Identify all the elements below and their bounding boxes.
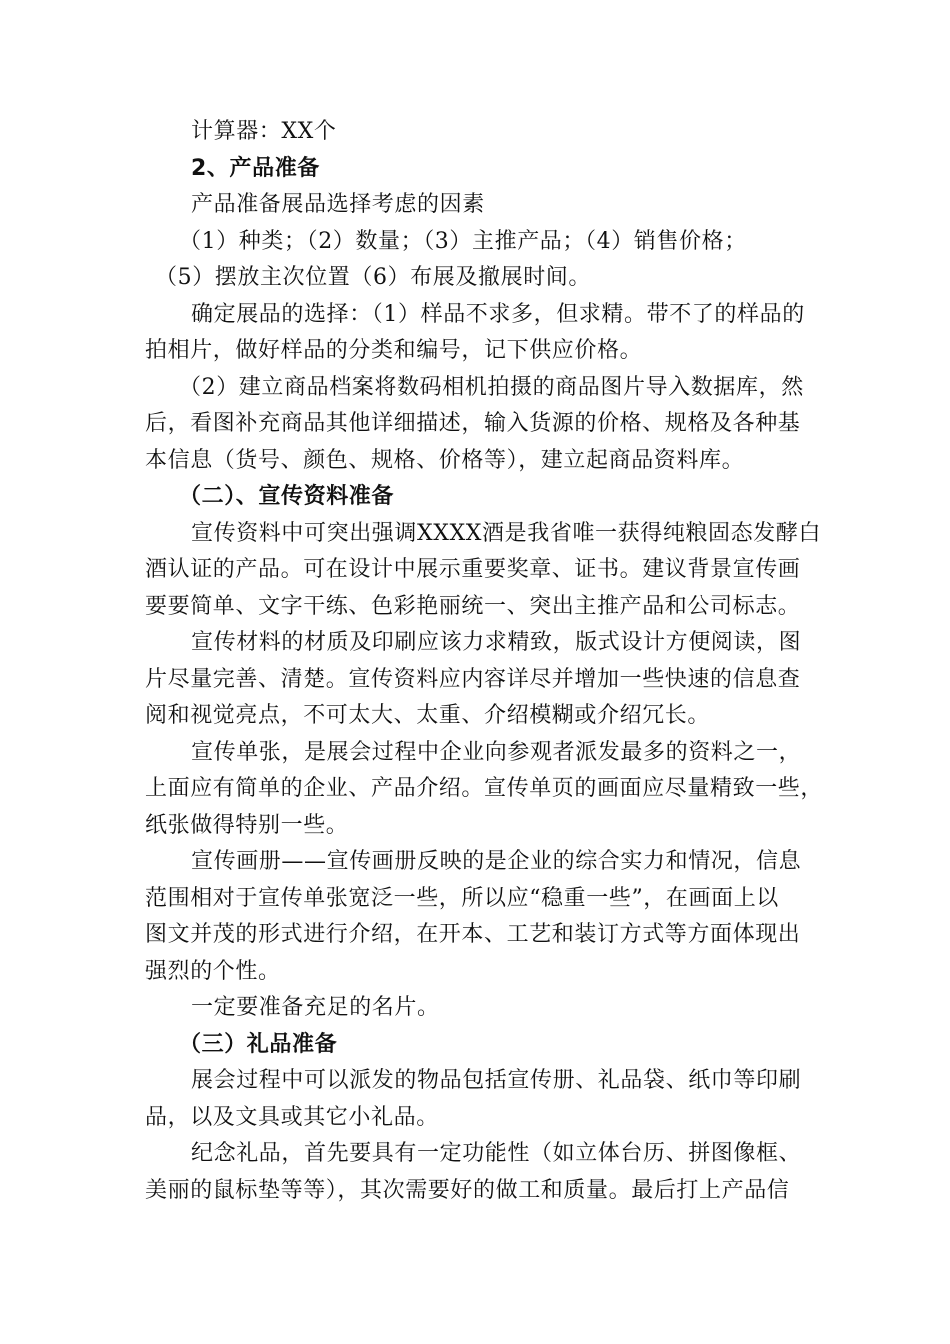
text-line: 宣传材料的材质及印刷应该力求精致，版式设计方便阅读，图	[191, 630, 802, 655]
text-line: 宣传资料中可突出强调XXXX酒是我省唯一获得纯粮固态发酵白	[191, 520, 822, 546]
text-line: （5）摆放主次位置（6）布展及撤展时间。	[155, 265, 591, 290]
text-line: 产品准备展品选择考虑的因素	[191, 192, 485, 217]
text-line: 一定要准备充足的名片。	[191, 995, 440, 1020]
text-line: 确定展品的选择：（1）样品不求多，但求精。带不了的样品的	[191, 301, 805, 327]
text-line: 阅和视觉亮点，不可太大、太重、介绍模糊或介绍冗长。	[145, 703, 711, 728]
text-line: 纪念礼品，首先要具有一定功能性（如立体台历、拼图像框、	[191, 1141, 802, 1166]
text-line: （1）种类；（2）数量；（3）主推产品；（4）销售价格；	[179, 228, 747, 254]
section-heading: 2、产品准备	[191, 155, 320, 181]
text-line: 后，看图补充商品其他详细描述，输入货源的价格、规格及各种基	[145, 411, 801, 436]
section-heading: （二）、宣传资料准备	[179, 484, 395, 509]
text-line: 展会过程中可以派发的物品包括宣传册、礼品袋、纸巾等印刷	[191, 1068, 802, 1093]
text-line: 图文并茂的形式进行介绍，在开本、工艺和装订方式等方面体现出	[145, 922, 801, 947]
text-line: 品，以及文具或其它小礼品。	[145, 1104, 439, 1130]
text-line: （2）建立商品档案将数码相机拍摄的商品图片导入数据库，然	[179, 374, 804, 400]
document-body	[145, 114, 824, 1209]
text-line: 宣传画册——宣传画册反映的是企业的综合实力和情况，信息	[191, 849, 802, 874]
text-line: 宣传单张，是展会过程中企业向参观者派发最多的资料之一，	[191, 739, 802, 765]
text-line: 拍相片，做好样品的分类和编号，记下供应价格。	[145, 338, 643, 363]
section-heading: （三）礼品准备	[179, 1031, 338, 1057]
text-line: 美丽的鼠标垫等等），其次需要好的做工和质量。最后打上产品信	[145, 1177, 790, 1203]
text-line: 酒认证的产品。可在设计中展示重要奖章、证书。建议背景宣传画	[145, 557, 801, 582]
text-line: 上面应有简单的企业、产品介绍。宣传单页的画面应尽量精致一些，	[145, 776, 824, 801]
text-line: 要要简单、文字干练、色彩艳丽统一、突出主推产品和公司标志。	[145, 593, 801, 619]
text-line: 片尽量完善、清楚。宣传资料应内容详尽并增加一些快速的信息查	[145, 666, 801, 692]
text-line: 强烈的个性。	[145, 958, 281, 984]
text-line: 纸张做得特别一些。	[145, 812, 349, 838]
text-line: 本信息（货号、颜色、规格、价格等），建立起商品资料库。	[145, 447, 745, 473]
text-line: 范围相对于宣传单张宽泛一些，所以应“稳重一些”，在画面上以	[145, 885, 779, 911]
text-line: 计算器：XX个	[191, 119, 337, 144]
